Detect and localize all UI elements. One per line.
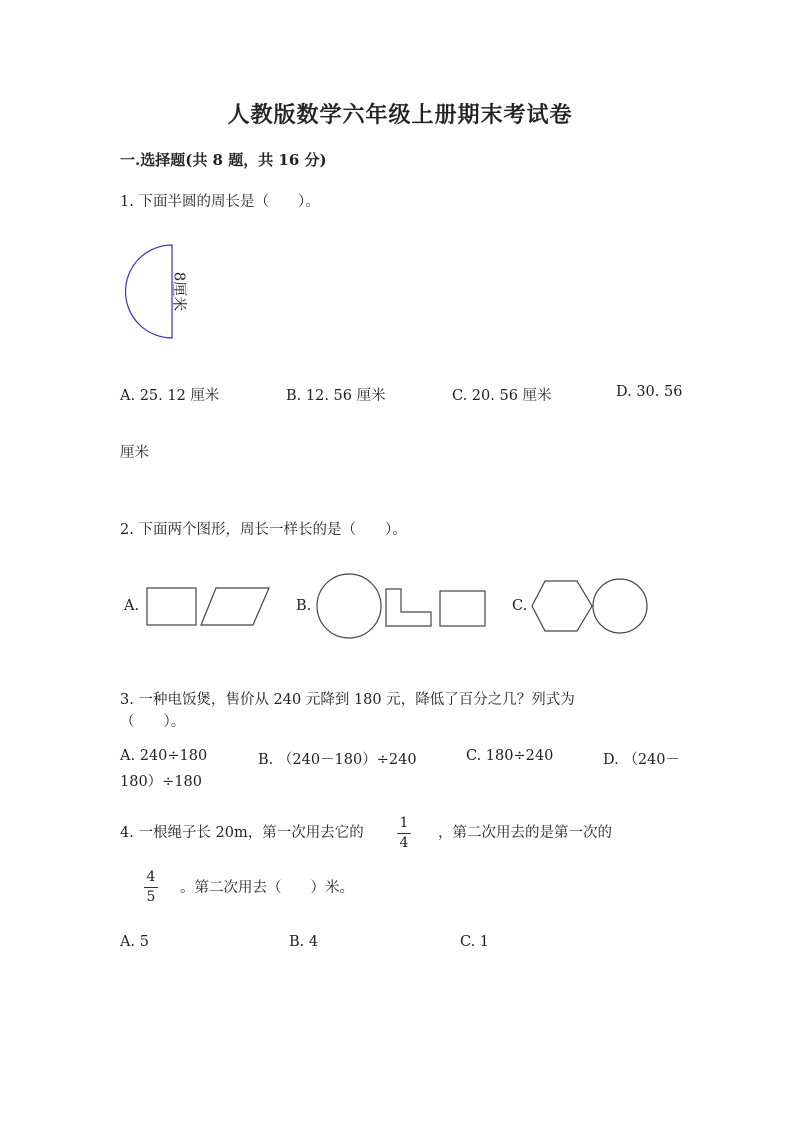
fraction-four-fifths [136,869,166,906]
q2-option-a-label: A. [124,598,140,614]
q3-option-b: B. （240－180）÷240 [258,752,417,768]
q2-option-b-label: B. [296,598,312,614]
q1-option-c: C. 20. 56 厘米 [452,388,552,404]
fraction-numerator: 1 [399,815,409,831]
section-heading: 一.选择题(共 8 题，共 16 分) [120,151,327,169]
fraction-denominator: 4 [399,835,409,851]
q3-option-d: D. （240－ [603,752,681,768]
fraction-bar [397,833,411,834]
fraction-bar [144,887,158,888]
q2-option-b-shapes [312,570,492,642]
q2-option-a-shapes [140,580,280,632]
q1-option-d: D. 30. 56 [616,384,683,400]
diameter-label: 8厘米 [170,271,189,312]
q2-option-c-label: C. [512,598,528,614]
question-4-stem-part2: ，第二次用去的是第一次的 [438,825,612,841]
page-title: 人教版数学六年级上册期末考试卷 [227,102,573,128]
q4-option-c: C. 1 [460,934,490,950]
fraction-numerator: 4 [146,869,156,885]
q3-option-c: C. 180÷240 [466,748,554,764]
fraction-denominator: 5 [146,889,156,905]
semicircle-figure [120,240,210,342]
q2-option-c-shapes [530,575,655,637]
question-4-stem-part3: 。第二次用去（ ）米。 [180,880,354,896]
question-1-stem: 1. 下面半圆的周长是（ ）。 [120,194,320,210]
question-3-stem: 3. 一种电饭煲，售价从 240 元降到 180 元，降低了百分之几？列式为 [120,692,575,708]
q1-option-a: A. 25. 12 厘米 [120,388,220,404]
question-2-stem: 2. 下面两个图形，周长一样长的是（ ）。 [120,522,407,538]
q4-option-b: B. 4 [289,934,319,950]
q3-option-d-wrap: 180）÷180 [120,774,203,790]
question-3-stem-wrap: （ ）。 [120,714,186,730]
fraction-one-quarter [389,815,419,852]
q1-option-d-wrap: 厘米 [120,445,149,461]
q4-option-a: A. 5 [120,934,149,950]
question-4-stem-part1: 4. 一根绳子长 20m，第一次用去它的 [120,825,364,841]
q1-option-b: B. 12. 56 厘米 [286,388,386,404]
q3-option-a: A. 240÷180 [120,748,208,764]
